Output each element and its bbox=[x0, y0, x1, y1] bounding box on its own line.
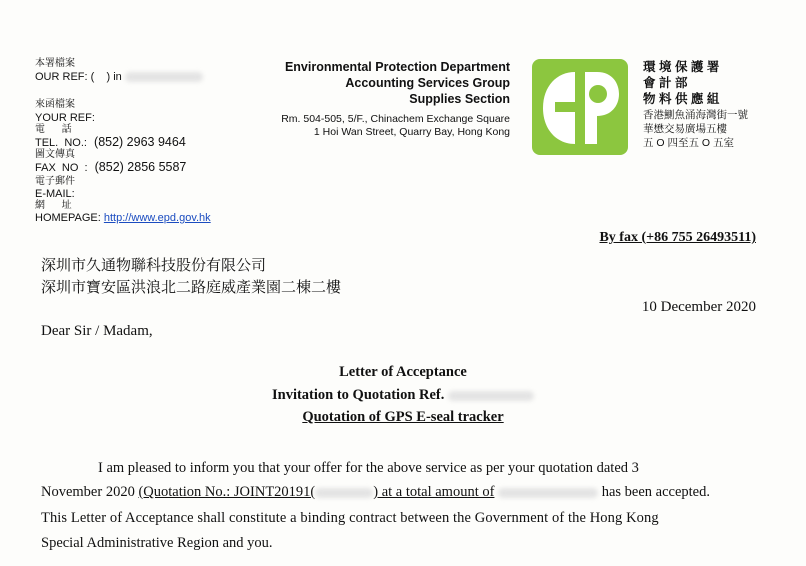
dept-section: Supplies Section bbox=[409, 92, 510, 106]
subject-ref: Invitation to Quotation Ref. bbox=[271, 387, 445, 403]
dept-address-zh-1: 香港鰂魚涌海灣街一號 bbox=[643, 109, 748, 121]
dept-name-zh: 環 境 保 護 署 bbox=[643, 60, 720, 74]
redacted-ref-number bbox=[448, 391, 534, 401]
fax-value: (852) 2856 5587 bbox=[94, 160, 187, 174]
your-ref-zh: 來函檔案 bbox=[35, 99, 75, 110]
subject-ref-line bbox=[0, 387, 806, 404]
tel-label: TEL. NO.: bbox=[35, 137, 87, 149]
dept-group-zh: 會 計 部 bbox=[643, 76, 688, 90]
dept-group: Accounting Services Group bbox=[345, 76, 510, 90]
fax-label: FAX NO : bbox=[35, 162, 88, 174]
homepage-link[interactable]: http://www.epd.gov.hk bbox=[103, 212, 211, 224]
recipient-name: 深圳市久通物聯科技股份有限公司 bbox=[41, 258, 267, 274]
tel-zh: 電 話 bbox=[35, 124, 72, 135]
dept-address-zh-3: 五 O 四至五 O 五室 bbox=[643, 137, 735, 149]
tel-value: (852) 2963 9464 bbox=[94, 135, 186, 149]
redacted-quotation-number bbox=[315, 488, 373, 498]
quotation-number bbox=[138, 484, 494, 500]
our-ref-zh: 本署檔案 bbox=[35, 58, 75, 69]
body-line-2-end: has been accepted. bbox=[601, 484, 710, 500]
homepage-line bbox=[35, 212, 211, 224]
body-line-4: Special Administrative Region and you. bbox=[41, 535, 273, 551]
subject-quotation: Quotation of GPS E-seal tracker bbox=[302, 409, 504, 425]
body-line-2-date: November 2020 bbox=[41, 484, 135, 500]
dept-address-1: Rm. 504-505, 5/F., Chinachem Exchange Square bbox=[281, 113, 510, 125]
our-ref-value: ( ) in bbox=[90, 71, 122, 83]
email-label: E-MAIL: bbox=[35, 188, 75, 200]
tel-line bbox=[35, 136, 186, 149]
fax-zh: 圖文傳真 bbox=[35, 149, 75, 160]
homepage-label: HOMEPAGE: bbox=[35, 212, 101, 224]
body-line-2-mid: ) at a total amount of bbox=[373, 484, 495, 500]
subject-title: Letter of Acceptance bbox=[339, 364, 467, 380]
email-zh: 電子郵件 bbox=[35, 176, 75, 187]
dept-address-zh-2: 華懋交易廣場五樓 bbox=[643, 123, 727, 135]
homepage-zh: 網 址 bbox=[35, 200, 72, 211]
recipient-address: 深圳市寶安區洪浪北二路庭威產業園二棟二樓 bbox=[41, 280, 342, 296]
dept-address-2: 1 Hoi Wan Street, Quarry Bay, Hong Kong bbox=[313, 126, 510, 138]
redacted-amount bbox=[498, 488, 598, 498]
by-fax-line: By fax (+86 755 26493511) bbox=[599, 230, 756, 245]
body-line-1: I am pleased to inform you that your offer for the above service as per your quotation dated 3 bbox=[98, 460, 639, 476]
our-ref-line bbox=[35, 71, 203, 83]
dept-section-zh: 物 料 供 應 組 bbox=[643, 92, 720, 106]
dept-name: Environmental Protection Department bbox=[284, 60, 510, 74]
your-ref-label: YOUR REF: bbox=[35, 112, 95, 124]
body-line-2 bbox=[41, 484, 710, 501]
our-ref-label: OUR REF: bbox=[35, 71, 88, 83]
fax-line bbox=[35, 161, 186, 174]
salutation: Dear Sir / Madam, bbox=[41, 323, 153, 339]
quotation-number-text: (Quotation No.: JOINT20191( bbox=[138, 484, 316, 500]
letter-date: 10 December 2020 bbox=[641, 299, 756, 315]
redacted-our-ref bbox=[125, 72, 203, 82]
epd-logo-icon bbox=[531, 58, 629, 156]
body-line-3: This Letter of Acceptance shall constitute a binding contract between the Government of the Hong Kong bbox=[41, 510, 659, 526]
